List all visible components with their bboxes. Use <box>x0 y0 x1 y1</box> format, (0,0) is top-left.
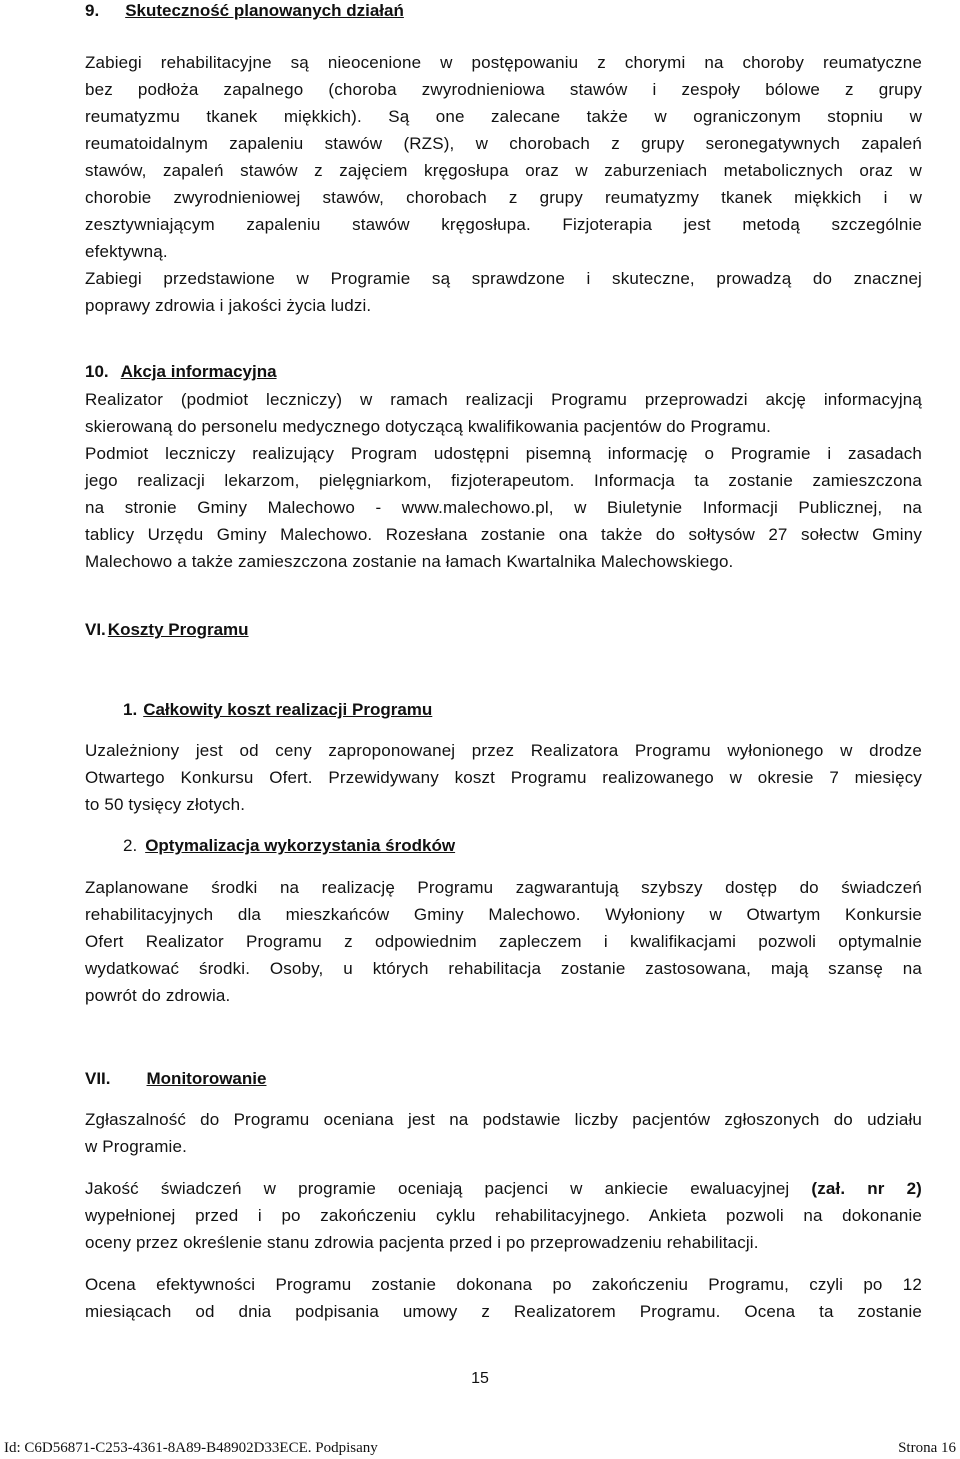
subsection-2-heading <box>123 835 455 857</box>
section-number: 2. <box>123 836 138 855</box>
section-9-paragraph-2 <box>85 265 922 319</box>
subsection-1-paragraph <box>85 737 922 818</box>
text-segment: Jakość świadczeń w programie oceniają pacjenci w ankiecie ewaluacyjnej <box>85 1179 812 1198</box>
section-10-paragraph <box>85 386 922 575</box>
section-title: Całkowity koszt realizacji Programu <box>143 700 433 719</box>
section-vii-paragraph-1 <box>85 1106 922 1160</box>
section-title: Koszty Programu <box>107 620 249 639</box>
text-line: Realizator (podmiot leczniczy) w ramach realizacji Programu przeprowadzi akcję informacyjną <box>85 390 922 409</box>
section-title: Monitorowanie <box>146 1069 267 1088</box>
document-id: Id: C6D56871-C253-4361-8A89-B48902D33ECE. Podpisany <box>4 1440 378 1456</box>
section-vii-heading <box>85 1068 266 1090</box>
text-line: chorobie zwyrodnieniowej stawów, chorobach z grupy reumatyzmy tkanek miękkich i w <box>85 188 922 207</box>
text-line: reumatoidalnym zapaleniu stawów (RZS), w chorobach z grupy seronegatywnych zapaleń <box>85 134 922 153</box>
text-line: jego realizacji lekarzom, pielęgniarkom, fizjoterapeutom. Informacja ta zostanie zamieszczona <box>85 471 922 490</box>
text-line: Otwartego Konkursu Ofert. Przewidywany koszt Programu realizowanego w okresie 7 miesięcy <box>85 768 922 787</box>
text-line: miesiącach od dnia podpisania umowy z Realizatorem Programu. Ocena ta zostanie <box>85 1302 922 1321</box>
text-line: wydatkować środki. Osoby, u których rehabilitacja zostanie zastosowana, mają szansę na <box>85 959 922 978</box>
section-number: 9. <box>85 1 100 20</box>
section-vii-paragraph-2 <box>85 1175 922 1256</box>
text-line: rehabilitacyjnych dla mieszkańców Gminy Malechowo. Wyłoniony w Otwartym Konkursie <box>85 905 922 924</box>
text-line: w Programie. <box>85 1137 187 1156</box>
text-line: Zgłaszalność do Programu oceniana jest na podstawie liczby pacjentów zgłoszonych do udziału <box>85 1110 922 1129</box>
section-vii-paragraph-3 <box>85 1271 922 1325</box>
text-line: stawów, zapaleń stawów z zajęciem kręgosłupa oraz w zaburzeniach metabolicznych oraz w <box>85 161 922 180</box>
text-line: Zabiegi przedstawione w Programie są sprawdzone i skuteczne, prowadzą do znacznej <box>85 269 922 288</box>
text-line: oceny przez określenie stanu zdrowia pacjenta przed i po przeprowadzeniu rehabilitacji. <box>85 1233 759 1252</box>
text-line: Uzależniony jest od ceny zaproponowanej przez Realizatora Programu wyłonionego w drodze <box>85 741 922 760</box>
section-number: 10. <box>85 362 109 381</box>
text-line: Ocena efektywności Programu zostanie dokonana po zakończeniu Programu, czyli po 12 <box>85 1275 922 1294</box>
section-9-heading <box>85 0 404 22</box>
text-line: zesztywniającym zapaleniu stawów kręgosłupa. Fizjoterapia jest metodą szczególnie <box>85 215 922 234</box>
text-line: Zabiegi rehabilitacyjne są nieocenione w postępowaniu z chorymi na choroby reumatyczne <box>85 53 922 72</box>
text-line: to 50 tysięcy złotych. <box>85 795 246 814</box>
text-line: efektywną. <box>85 242 168 261</box>
text-line <box>85 1175 922 1202</box>
page-number: 15 <box>471 1370 489 1387</box>
subsection-2-paragraph <box>85 874 922 1009</box>
text-line: Podmiot leczniczy realizujący Program udostępni pisemną informację o Programie i zasadach <box>85 444 922 463</box>
section-number: VI. <box>85 620 106 639</box>
text-line: Zaplanowane środki na realizację Programu zagwarantują szybszy dostęp do świadczeń <box>85 878 922 897</box>
section-vi-heading <box>85 619 249 641</box>
page-counter: Strona 16 <box>898 1440 956 1456</box>
text-line: Ofert Realizator Programu z odpowiednim zapleczem i kwalifikacjami pozwoli optymalnie <box>85 932 922 951</box>
section-9-paragraph-1 <box>85 49 922 265</box>
text-line: tablicy Urzędu Gminy Malechowo. Rozesłana zostanie ona także do sołtysów 27 sołectw Gminy <box>85 525 922 544</box>
text-line: skierowaną do personelu medycznego dotyczącą kwalifikowania pacjentów do Programu. <box>85 417 772 436</box>
section-number: VII. <box>85 1069 111 1088</box>
section-10-heading <box>85 361 277 383</box>
text-line: bez podłoża zapalnego (choroba zwyrodnieniowa stawów i zespoły bólowe z grupy <box>85 80 922 99</box>
attachment-reference: (zał. nr 2) <box>811 1179 922 1198</box>
section-title: Optymalizacja wykorzystania środków <box>145 836 456 855</box>
section-number: 1. <box>123 700 138 719</box>
text-line: reumatyzmu tkanek miękkich). Są one zalecane także w ograniczonym stopniu w <box>85 107 922 126</box>
text-line: Malechowo a także zamieszczona zostanie na łamach Kwartalnika Malechowskiego. <box>85 552 734 571</box>
text-line: powrót do zdrowia. <box>85 986 231 1005</box>
section-title: Skuteczność planowanych działań <box>125 1 404 20</box>
text-line: poprawy zdrowia i jakości życia ludzi. <box>85 296 372 315</box>
text-line: wypełnionej przed i po zakończeniu cyklu rehabilitacyjnego. Ankieta pozwoli na dokonanie <box>85 1206 922 1225</box>
text-line: na stronie Gminy Malechowo - www.malechowo.pl, w Biuletynie Informacji Publicznej, na <box>85 498 922 517</box>
footer <box>0 1440 960 1458</box>
section-title: Akcja informacyjna <box>120 362 277 381</box>
subsection-1-heading <box>123 699 432 721</box>
